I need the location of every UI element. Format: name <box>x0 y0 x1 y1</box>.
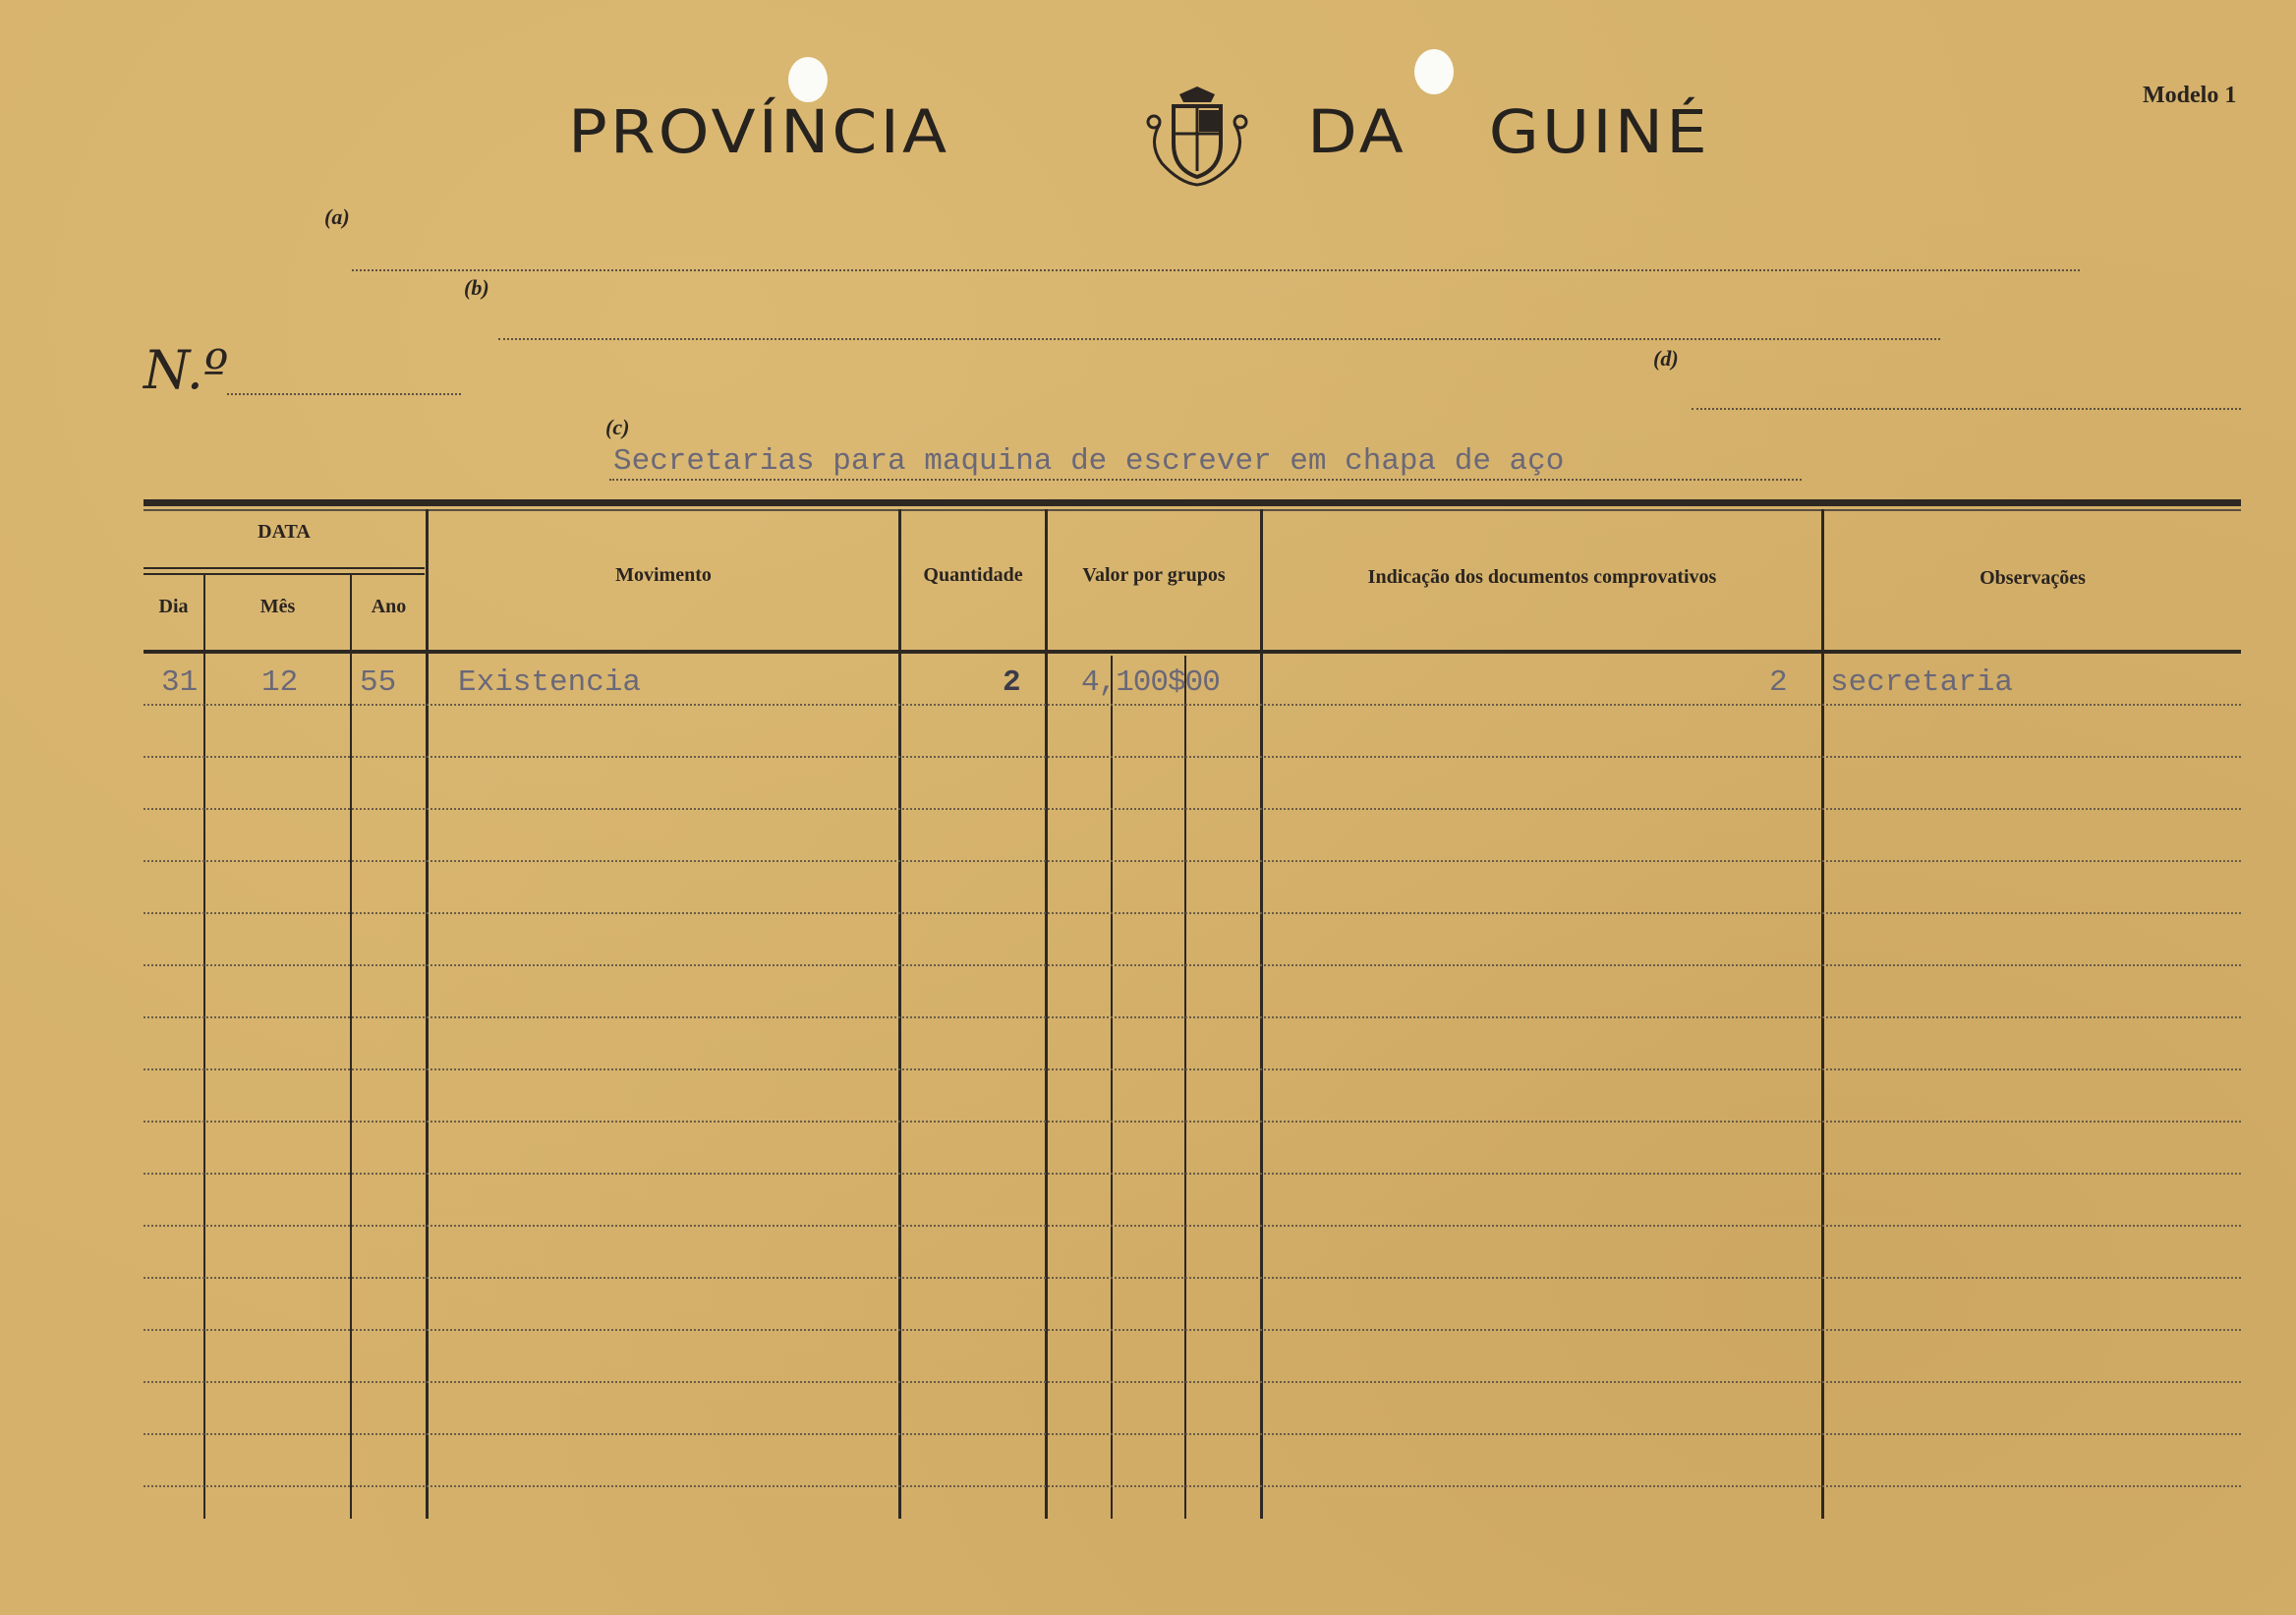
header-quantidade: Quantidade <box>923 564 1023 586</box>
row-line <box>144 704 2241 706</box>
field-b-label: (b) <box>464 275 489 300</box>
row-line <box>144 1277 2241 1279</box>
cell-movimento: Existencia <box>458 665 642 700</box>
col-divider <box>203 575 205 1519</box>
col-divider <box>350 575 352 1519</box>
row-line <box>144 808 2241 810</box>
data-group-rule <box>144 573 425 575</box>
header-observacoes: Observações <box>1980 567 2086 589</box>
header-movimento: Movimento <box>615 564 712 586</box>
field-d-label: (d) <box>1653 346 1679 371</box>
cell-mes: 12 <box>261 665 299 700</box>
col-divider <box>1821 509 1824 1519</box>
field-a-line[interactable] <box>352 269 2080 271</box>
cell-dia: 31 <box>161 665 199 700</box>
row-line <box>144 1381 2241 1383</box>
row-line <box>144 756 2241 758</box>
col-subdivider <box>1111 656 1113 1519</box>
number-line[interactable] <box>227 393 461 395</box>
field-c-value[interactable]: Secretarias para maquina de escrever em chapa de aço <box>613 444 1565 479</box>
field-d-line[interactable] <box>1692 408 2241 410</box>
header-ano: Ano <box>371 596 407 617</box>
data-group-rule <box>144 567 425 569</box>
header-bottom-rule <box>144 650 2241 654</box>
row-line <box>144 1068 2241 1070</box>
cell-documentos: 2 <box>1769 665 1788 700</box>
col-subdivider <box>1184 656 1186 1519</box>
title-provincia: PROVÍNCIA <box>568 97 950 167</box>
table-top-rule <box>144 499 2241 506</box>
row-line <box>144 860 2241 862</box>
row-line <box>144 1329 2241 1331</box>
col-divider <box>898 509 901 1519</box>
row-line <box>144 912 2241 914</box>
number-label: N.º <box>144 339 229 401</box>
row-line <box>144 1173 2241 1175</box>
header-valor: Valor por grupos <box>1082 564 1226 586</box>
header-dia: Dia <box>158 596 189 617</box>
row-line <box>144 1485 2241 1487</box>
row-line <box>144 1433 2241 1435</box>
header-documentos: Indicação dos documentos comprovativos <box>1367 566 1717 588</box>
model-label: Modelo 1 <box>2143 83 2237 108</box>
col-divider <box>426 509 429 1519</box>
row-line <box>144 1225 2241 1227</box>
punch-hole <box>788 57 828 102</box>
col-divider <box>1260 509 1263 1519</box>
row-line <box>144 964 2241 966</box>
header-data: DATA <box>258 521 311 543</box>
coat-of-arms-icon <box>1140 85 1254 187</box>
punch-hole <box>1414 49 1454 94</box>
field-c-label: (c) <box>605 415 630 439</box>
row-line <box>144 1016 2241 1018</box>
field-b-line[interactable] <box>498 338 1940 340</box>
col-divider <box>1045 509 1048 1519</box>
cell-ano: 55 <box>360 665 397 700</box>
row-line <box>144 1121 2241 1123</box>
table-top-thin-rule <box>144 509 2241 511</box>
cell-observacoes: secretaria <box>1830 665 2014 700</box>
cell-valor: 4,100$00 <box>1081 665 1220 700</box>
title-da-guine: DA GUINÉ <box>1307 97 1710 167</box>
field-c-line <box>609 479 1802 481</box>
header-mes: Mês <box>259 596 296 617</box>
field-a-label: (a) <box>324 204 350 229</box>
cell-quantidade: 2 <box>1003 665 1021 700</box>
